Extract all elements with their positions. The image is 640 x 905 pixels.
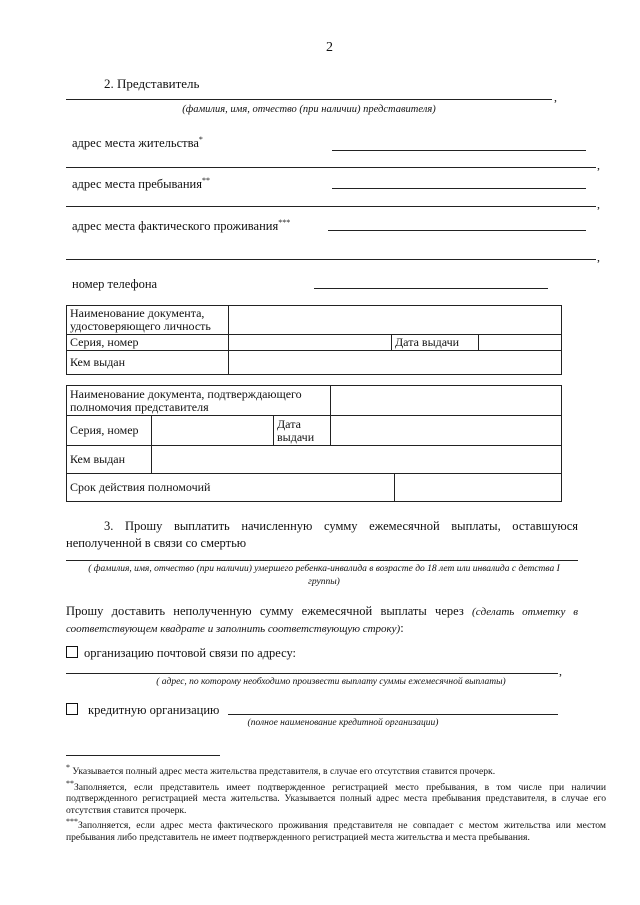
residence-line-1[interactable] — [332, 150, 586, 151]
delivery-instruction: Прошу доставить неполученную сумму ежемесячной выплаты через (сделать отметку в соответствующем квадрате и заполнить соответствующую строку): — [66, 604, 578, 635]
deceased-name-line[interactable] — [66, 560, 578, 561]
id-series-label: Серия, номер — [67, 335, 229, 351]
option-credit: кредитную организацию — [66, 703, 219, 718]
actual-residence-line-2[interactable] — [66, 259, 596, 260]
authority-doc-name-field[interactable] — [331, 386, 562, 416]
page-number: 2 — [326, 40, 333, 55]
footnote-2: **Заполняется, если представитель имеет подтвержденное регистрацией место пребывания, в том числе при наличии подтвержденного регистрацией места жительства. Указывается полный адрес места пребывания представителя, в случае его отсутствия ставится прочерк. — [66, 778, 606, 816]
post-address-line[interactable] — [66, 673, 558, 674]
footnotes — [66, 762, 606, 844]
line-comma: , — [559, 664, 562, 678]
footnote-separator — [66, 755, 220, 756]
representative-name-caption: (фамилия, имя, отчество (при наличии) представителя) — [182, 104, 436, 115]
post-office-checkbox[interactable] — [66, 646, 78, 658]
post-address-caption: ( адрес, по которому необходимо произвести выплату суммы ежемесячной выплаты) — [156, 677, 506, 687]
line-comma: , — [597, 250, 600, 264]
authority-validity-field[interactable] — [395, 474, 562, 502]
authority-validity-label: Срок действия полномочий — [67, 474, 395, 502]
authority-issue-date-field[interactable] — [331, 416, 562, 446]
id-issued-by-label: Кем выдан — [67, 351, 229, 375]
credit-org-checkbox[interactable] — [66, 703, 78, 715]
stay-line-1[interactable] — [332, 188, 586, 189]
authority-series-field[interactable] — [152, 416, 274, 446]
credit-org-line[interactable] — [228, 714, 558, 715]
authority-document-table — [66, 385, 562, 502]
line-comma: , — [597, 197, 600, 211]
id-series-field[interactable] — [229, 335, 392, 351]
section2-title: 2. Представитель — [104, 76, 200, 91]
id-issue-date-field[interactable] — [479, 335, 562, 351]
authority-issued-by-label: Кем выдан — [67, 446, 152, 474]
section3-text: 3. Прошу выплатить начисленную сумму ежемесячной выплаты, оставшуюся неполученной в связи со смертью — [66, 519, 578, 550]
actual-residence-label: адрес места фактического проживания*** — [72, 218, 291, 234]
authority-issued-by-field[interactable] — [152, 446, 562, 474]
authority-series-label: Серия, номер — [67, 416, 152, 446]
id-doc-name-label: Наименование документа, удостоверяющего личность — [67, 306, 229, 335]
residence-line-2[interactable] — [66, 167, 596, 168]
footnote-3: ***Заполняется, если адрес места фактического проживания представителя не совпадает с местом жительства или местом пребывания либо представитель не имеет подтвержденного регистрацией места жительства и места пребывания. — [66, 817, 606, 844]
residence-label: адрес места жительства* — [72, 135, 203, 151]
footnote-1: * Указывается полный адрес места жительства представителя, в случае его отсутствия ставится прочерк. — [66, 763, 496, 778]
actual-residence-line-1[interactable] — [328, 230, 586, 231]
line-comma: , — [554, 90, 557, 104]
authority-doc-name-label: Наименование документа, подтверждающего полномочия представителя — [67, 386, 331, 416]
id-issued-by-field[interactable] — [229, 351, 562, 375]
authority-issue-date-label: Дата выдачи — [274, 416, 331, 446]
line-comma: , — [597, 158, 600, 172]
id-issue-date-label: Дата выдачи — [392, 335, 479, 351]
id-doc-name-field[interactable] — [229, 306, 562, 335]
representative-name-line[interactable] — [66, 99, 552, 100]
identity-document-table — [66, 305, 562, 375]
stay-line-2[interactable] — [66, 206, 596, 207]
option-post: организацию почтовой связи по адресу: — [66, 646, 296, 661]
phone-label: номер телефона — [72, 277, 158, 291]
phone-line[interactable] — [314, 288, 548, 289]
credit-org-caption: (полное наименование кредитной организации) — [247, 718, 439, 728]
deceased-name-caption: ( фамилия, имя, отчество (при наличии) умершего ребенка-инвалида в возрасте до 18 лет или инвалида с детства I группы) — [88, 564, 560, 587]
stay-label: адрес места пребывания** — [72, 176, 210, 192]
